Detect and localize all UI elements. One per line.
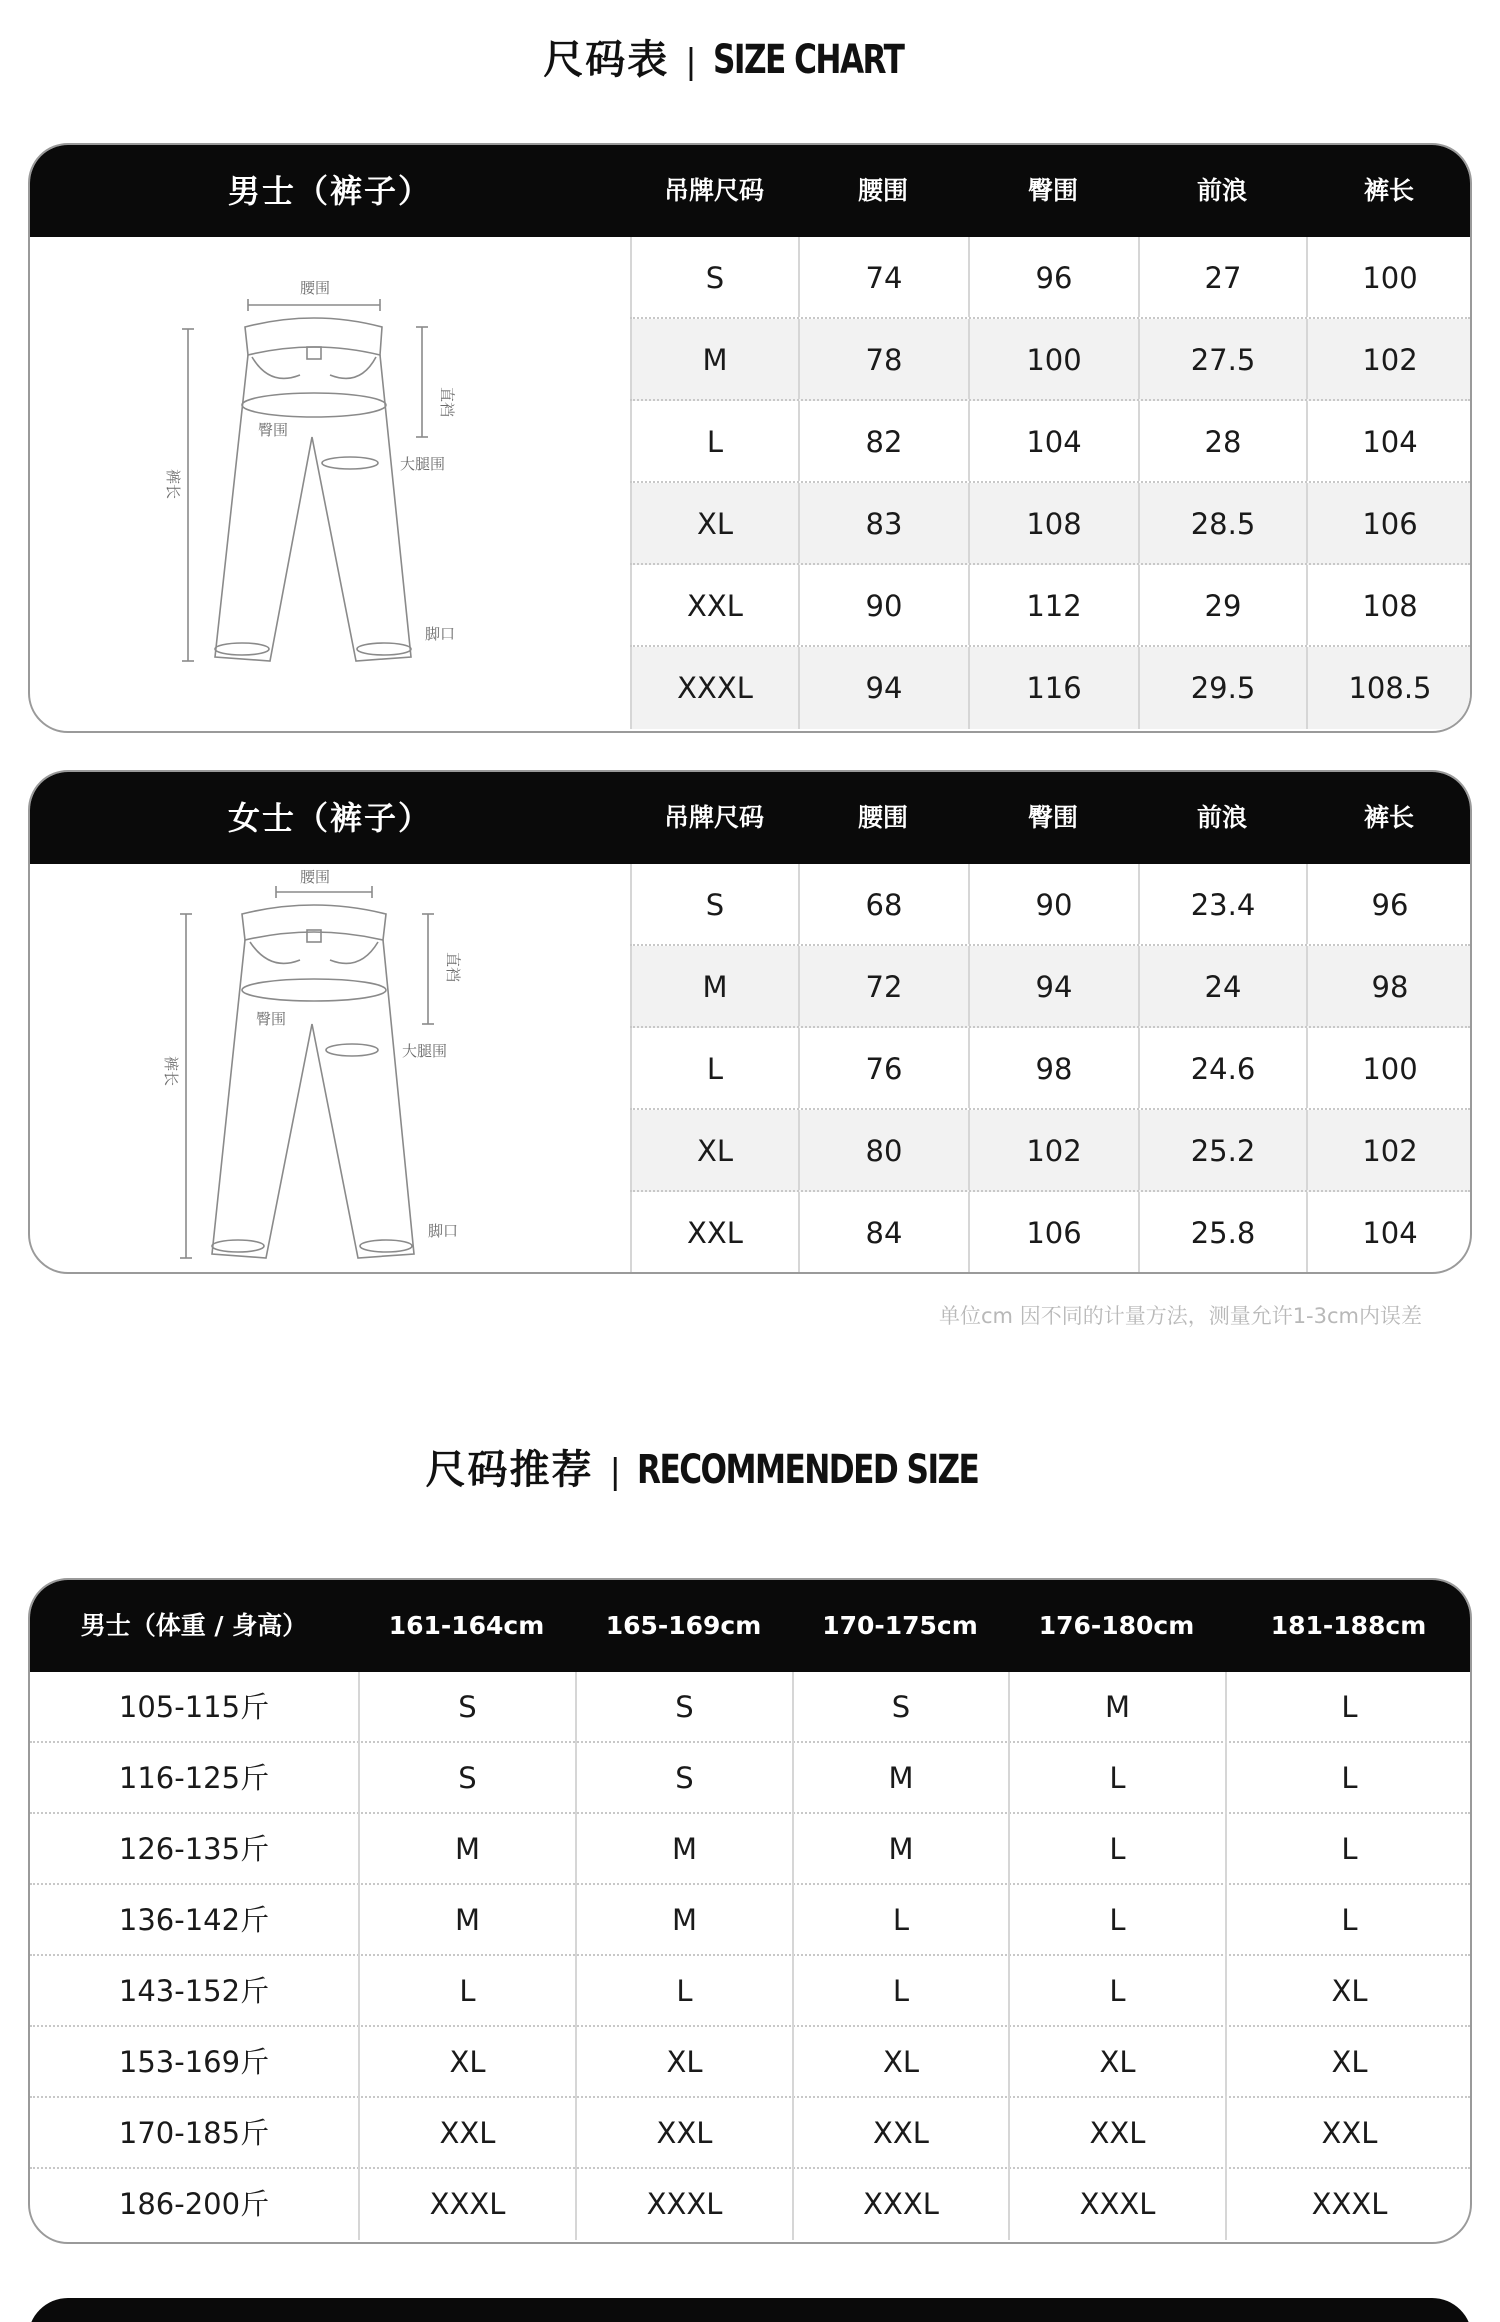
table-cell: 100 [968,319,1138,399]
table-cell: 90 [968,864,1138,944]
recommended-size-cell: M [1008,1672,1225,1743]
table-cell: 23.4 [1138,864,1306,944]
table-cell: 28.5 [1138,483,1306,563]
weight-range-cell: 186-200斤 [118,2187,270,2221]
weight-range-cell: 170-185斤 [118,2116,270,2150]
table-cell: L [630,401,798,481]
recommended-size-cell: L [1225,1743,1472,1814]
table-cell: XL [630,1110,798,1190]
table-row [30,2027,1470,2098]
table-cell: 25.8 [1138,1192,1306,1274]
weight-range-cell: 143-152斤 [118,1974,270,2008]
table-cell: 27 [1138,237,1306,317]
table-cell: L [630,1028,798,1108]
recommended-size-cell: XL [575,2027,792,2098]
men-diagram-rise-label: 直裆 [438,387,456,418]
recommend-height-header: 181-188cm [1270,1611,1427,1640]
table-cell: 28 [1138,401,1306,481]
table-cell: 100 [1306,1028,1472,1108]
weight-range-cell: 136-142斤 [118,1903,270,1937]
table-cell: 96 [1306,864,1472,944]
recommend-size-grid [30,1672,1470,2240]
men-col-waist: 腰围 [857,176,908,205]
table-row [630,319,1470,401]
recommended-size-cell: M [792,1743,1008,1814]
table-row [30,1885,1470,1956]
women-col-hip: 臀围 [1027,803,1078,832]
table-cell: 25.2 [1138,1110,1306,1190]
table-cell: 78 [798,319,968,399]
women-pants-diagram [30,864,630,1274]
men-size-grid [630,237,1470,729]
table-cell: 102 [968,1110,1138,1190]
men-diagram-hem-label: 脚口 [425,625,456,643]
recommended-size-cell: XXL [1008,2098,1225,2169]
women-col-waist: 腰围 [857,803,908,832]
recommend-title-zh: 尺码推荐 [425,1447,594,1493]
recommend-title-separator: | [609,1452,621,1492]
women-diagram-waist-label: 腰围 [300,868,331,886]
men-pants-illustration [30,237,630,733]
table-row [30,2098,1470,2169]
recommended-size-cell: XXXL [358,2169,575,2240]
weight-range-cell: 126-135斤 [118,1832,270,1866]
recommended-size-cell: S [358,1743,575,1814]
recommended-size-cell: S [575,1672,792,1743]
women-diagram-length-label: 裤长 [162,1056,180,1087]
recommend-header-label: 男士（体重 / 身高） [80,1611,308,1640]
recommended-size-cell: L [1008,1885,1225,1956]
table-cell: XXL [630,1192,798,1274]
table-cell: 24.6 [1138,1028,1306,1108]
recommended-size-cell: S [358,1672,575,1743]
table-cell: 96 [968,237,1138,317]
recommended-size-cell: XL [1225,2027,1472,2098]
table-cell: M [630,946,798,1026]
recommended-size-cell: S [575,1743,792,1814]
table-cell: 104 [1306,401,1472,481]
recommended-size-cell: XXL [358,2098,575,2169]
table-row [630,647,1470,729]
men-col-front-rise: 前浪 [1196,176,1247,205]
women-diagram-rise-label: 直裆 [444,952,462,983]
table-cell: 98 [968,1028,1138,1108]
table-cell: 82 [798,401,968,481]
table-cell: 94 [968,946,1138,1026]
recommended-size-cell: M [792,1814,1008,1885]
recommended-size-cell: M [575,1814,792,1885]
table-cell: 29 [1138,565,1306,645]
women-size-card [28,770,1472,1274]
table-cell: 112 [968,565,1138,645]
recommended-size-cell: L [1008,1814,1225,1885]
table-cell: 106 [1306,483,1472,563]
men-size-card [28,143,1472,733]
table-cell: 94 [798,647,968,729]
table-cell: 29.5 [1138,647,1306,729]
table-row [30,1814,1470,1885]
table-cell: M [630,319,798,399]
women-col-tag-size: 吊牌尺码 [663,803,764,832]
measurement-note: 单位cm 因不同的计量方法，测量允许1-3cm内误差 [939,1304,1422,1328]
table-cell: 83 [798,483,968,563]
recommended-size-cell: XXXL [1008,2169,1225,2240]
table-cell: 72 [798,946,968,1026]
table-row [30,1956,1470,2027]
recommended-size-cell: XXXL [792,2169,1008,2240]
men-diagram-hip-label: 臀围 [258,421,289,439]
table-row [630,1192,1470,1274]
men-table-title: 男士（裤子） [227,172,432,210]
recommended-size-cell: XL [358,2027,575,2098]
table-cell: 104 [968,401,1138,481]
women-pants-illustration [30,864,630,1274]
table-row [630,1028,1470,1110]
table-cell: 76 [798,1028,968,1108]
recommended-size-cell: L [1008,1743,1225,1814]
table-cell: 24 [1138,946,1306,1026]
recommend-height-header: 176-180cm [1038,1611,1195,1640]
table-cell: XXXL [630,647,798,729]
men-table-header [30,145,1470,237]
men-diagram-length-label: 裤长 [164,469,182,500]
recommended-size-cell: L [1225,1885,1472,1956]
weight-range-cell: 153-169斤 [118,2045,270,2079]
table-cell: 108.5 [1306,647,1472,729]
table-row [630,237,1470,319]
table-cell: 84 [798,1192,968,1274]
recommended-size-cell: XXXL [1225,2169,1472,2240]
table-row [630,864,1470,946]
table-row [630,1110,1470,1192]
size-chart-title [0,28,1500,85]
size-chart-title-en: SIZE CHART [712,37,904,83]
recommended-size-cell: L [792,1885,1008,1956]
men-col-tag-size: 吊牌尺码 [663,176,764,205]
women-col-front-rise: 前浪 [1196,803,1247,832]
table-cell: 104 [1306,1192,1472,1274]
women-diagram-hem-label: 脚口 [428,1222,459,1240]
table-cell: 80 [798,1110,968,1190]
table-cell: 68 [798,864,968,944]
table-cell: S [630,237,798,317]
recommended-size-cell: L [1225,1814,1472,1885]
men-col-length: 裤长 [1363,176,1414,205]
women-diagram-hip-label: 臀围 [256,1010,287,1028]
men-col-hip: 臀围 [1027,176,1078,205]
table-cell: S [630,864,798,944]
recommended-size-cell: XL [1008,2027,1225,2098]
table-row [630,401,1470,483]
recommended-size-cell: XXL [792,2098,1008,2169]
recommended-size-cell: S [792,1672,1008,1743]
table-cell: 108 [1306,565,1472,645]
recommend-height-header: 161-164cm [388,1611,545,1640]
size-chart-title-zh: 尺码表 [543,37,670,83]
recommend-title-en: RECOMMENDED SIZE [636,1447,979,1493]
table-cell: 106 [968,1192,1138,1274]
table-row [30,2169,1470,2240]
recommended-size-cell: XL [1225,1956,1472,2027]
women-size-grid [630,864,1470,1274]
table-cell: XXL [630,565,798,645]
table-cell: 108 [968,483,1138,563]
recommend-size-card [28,1578,1472,2244]
table-row [630,565,1470,647]
table-cell: XL [630,483,798,563]
table-cell: 116 [968,647,1138,729]
recommend-title [0,1438,1500,1495]
recommended-size-cell: XXL [575,2098,792,2169]
table-cell: 100 [1306,237,1472,317]
title-separator: | [685,42,697,82]
women-table-header [30,772,1470,864]
table-cell: 74 [798,237,968,317]
men-diagram-waist-label: 腰围 [300,279,331,297]
recommended-size-cell: L [1225,1672,1472,1743]
women-table-title: 女士（裤子） [227,799,432,837]
recommended-size-cell: XXXL [575,2169,792,2240]
recommended-size-cell: L [358,1956,575,2027]
table-row [630,946,1470,1028]
women-diagram-thigh-label: 大腿围 [402,1042,448,1060]
weight-range-cell: 105-115斤 [118,1690,270,1724]
recommended-size-cell: M [358,1814,575,1885]
table-cell: 98 [1306,946,1472,1026]
men-pants-diagram [30,237,630,733]
recommended-size-cell: XL [792,2027,1008,2098]
recommended-size-cell: M [575,1885,792,1956]
recommended-size-cell: L [575,1956,792,2027]
table-cell: 102 [1306,1110,1472,1190]
men-diagram-thigh-label: 大腿围 [400,455,446,473]
women-col-length: 裤长 [1363,803,1414,832]
table-row [30,1743,1470,1814]
recommend-height-header: 165-169cm [605,1611,762,1640]
weight-range-cell: 116-125斤 [118,1761,270,1795]
recommended-size-cell: L [792,1956,1008,2027]
recommend-table-header [30,1580,1470,1672]
table-cell: 102 [1306,319,1472,399]
table-row [30,1672,1470,1743]
table-cell: 90 [798,565,968,645]
recommend-height-header: 170-175cm [822,1611,978,1640]
table-row [630,483,1470,565]
recommended-size-cell: M [358,1885,575,1956]
recommended-size-cell: L [1008,1956,1225,2027]
recommended-size-cell: XXL [1225,2098,1472,2169]
table-cell: 27.5 [1138,319,1306,399]
next-card-header [28,2298,1472,2322]
